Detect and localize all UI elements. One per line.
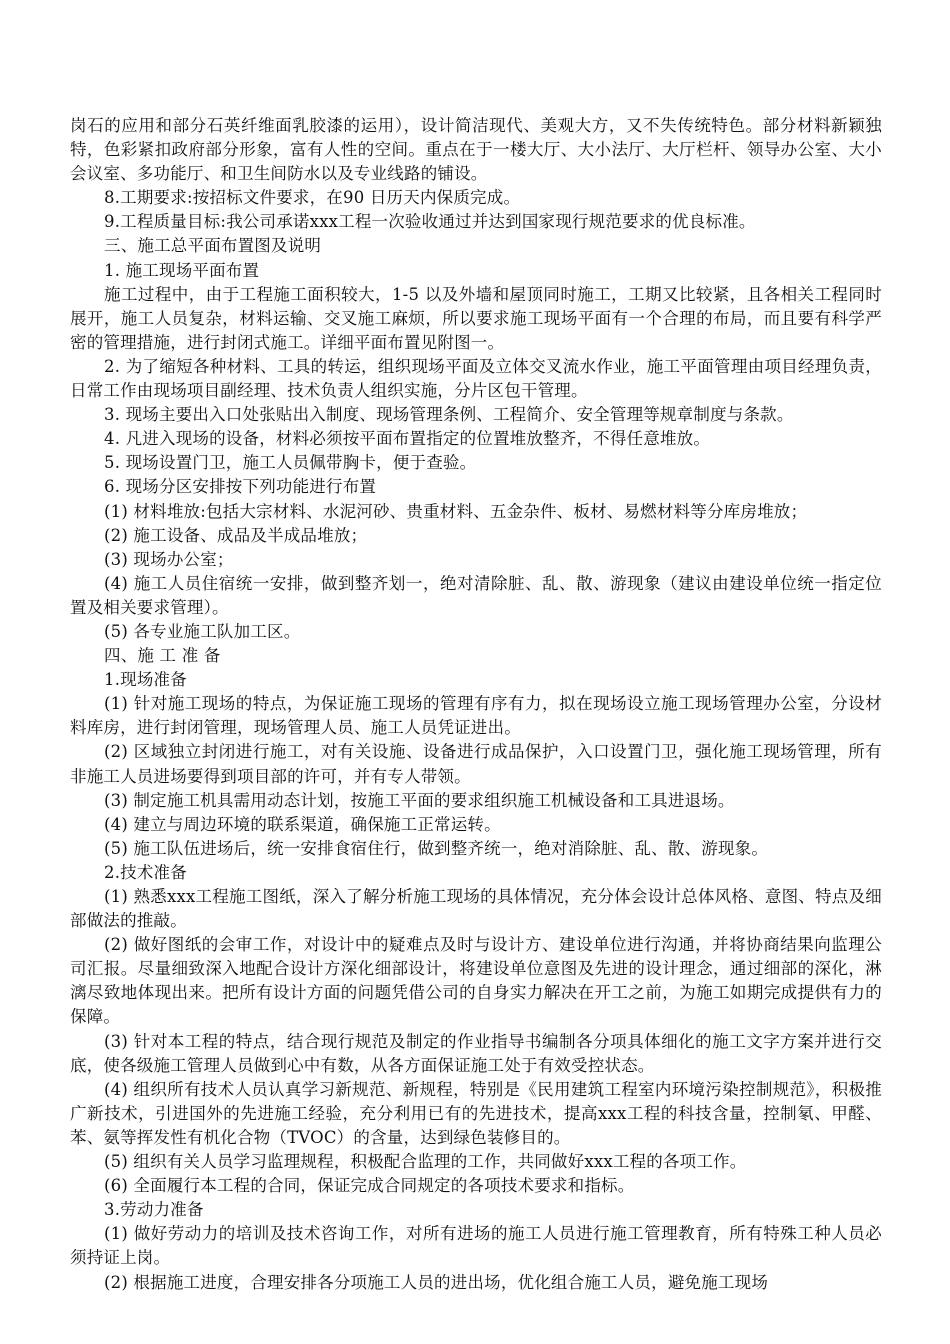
paragraph: (4) 建立与周边环境的联系渠道，确保施工正常运转。 [104, 814, 501, 834]
paragraph: (6) 全面履行本工程的合同，保证完成合同规定的各项技术要求和指标。 [104, 1176, 635, 1196]
paragraph: 3.劳动力准备 [104, 1200, 204, 1220]
paragraph: (5) 施工队伍进场后，统一安排食宿住行，做到整齐统一，绝对消除脏、乱、散、游现象。 [104, 838, 769, 858]
paragraph: 2.技术准备 [104, 862, 187, 882]
paragraph: (5) 各专业施工队加工区。 [104, 621, 301, 641]
paragraph: (1) 做好劳动力的培训及技术咨询工作，对所有进场的施工人员进行施工管理教育，所有特殊工种人员必须持证上岗。 [70, 1224, 882, 1268]
paragraph: (2) 根据施工进度，合理安排各分项施工人员的进出场，优化组合施工人员，避免施工现场 [104, 1272, 769, 1292]
paragraph: 四、施 工 准 备 [104, 646, 221, 666]
paragraph: 9.工程质量目标:我公司承诺xxx工程一次验收通过并达到国家现行规范要求的优良标准。 [104, 212, 756, 232]
document-body [70, 114, 882, 1295]
paragraph: 3. 现场主要出入口处张贴出入制度、现场管理条例、工程简介、安全管理等规章制度与条款。 [104, 405, 794, 425]
paragraph: 施工过程中，由于工程施工面积较大，1-5 以及外墙和屋顶同时施工，工期又比较紧，且各相关工程同时展开，施工人员复杂，材料运输、交叉施工麻烦，所以要求施工现场平面有一个合理的布局，而且要有科学严密的管理措施，进行封闭式施工。详细平面布置见附图一。 [70, 284, 882, 352]
paragraph: 4. 凡进入现场的设备，材料必须按平面布置指定的位置堆放整齐，不得任意堆放。 [104, 429, 711, 449]
paragraph: (3) 针对本工程的特点，结合现行规范及制定的作业指导书编制各分项具体细化的施工文字方案并进行交底，使各级施工管理人员做到心中有数，从各方面保证施工处于有效受控状态。 [70, 1031, 882, 1075]
paragraph: (4) 施工人员住宿统一安排，做到整齐划一，绝对清除脏、乱、散、游现象（建议由建设单位统一指定位置及相关要求管理）。 [70, 573, 882, 617]
paragraph: 5. 现场设置门卫，施工人员佩带胸卡，便于查验。 [104, 453, 477, 473]
paragraph: 8.工期要求:按招标文件要求，在90 日历天内保质完成。 [104, 188, 521, 208]
paragraph: 1. 施工现场平面布置 [104, 260, 260, 280]
paragraph: 6. 现场分区安排按下列功能进行布置 [104, 477, 377, 497]
paragraph: (5) 组织有关人员学习监理规程，积极配合监理的工作，共同做好xxx工程的各项工作。 [104, 1152, 747, 1172]
paragraph: (1) 针对施工现场的特点，为保证施工现场的管理有序有力，拟在现场设立施工现场管理办公室，分设材料库房，进行封闭管理，现场管理人员、施工人员凭证进出。 [70, 694, 882, 738]
paragraph: (3) 现场办公室； [104, 549, 234, 569]
paragraph: (2) 施工设备、成品及半成品堆放； [104, 525, 368, 545]
paragraph: 三、施工总平面布置图及说明 [104, 236, 322, 256]
paragraph: (2) 区域独立封闭进行施工，对有关设施、设备进行成品保护，入口设置门卫，强化施工现场管理，所有非施工人员进场要得到项目部的许可，并有专人带领。 [70, 742, 882, 786]
paragraph: 1.现场准备 [104, 670, 187, 690]
paragraph: (2) 做好图纸的会审工作，对设计中的疑难点及时与设计方、建设单位进行沟通，并将协商结果向监理公司汇报。尽量细致深入地配合设计方深化细部设计，将建设单位意图及先进的设计理念，通过细部的深化，淋漓尽致地体现出来。把所有设计方面的问题凭借公司的自身实力解决在开工之前，为施工如期完成提供有力的保障。 [70, 935, 882, 1027]
paragraph: (1) 材料堆放:包括大宗材料、水泥河砂、贵重材料、五金杂件、板材、易燃材料等分库房堆放； [104, 501, 808, 521]
paragraph: (4) 组织所有技术人员认真学习新规范、新规程，特别是《民用建筑工程室内环境污染控制规范》，积极推广新技术，引进国外的先进施工经验，充分利用已有的先进技术，提高xxx工程的科技含量，控制氡、甲醛、苯、氨等挥发性有机化合物（TVOC）的含量，达到绿色装修目的。 [70, 1079, 882, 1147]
paragraph: 岗石的应用和部分石英纤维面乳胶漆的运用），设计简洁现代、美观大方，又不失传统特色。部分材料新颖独特，色彩紧扣政府部分形象，富有人性的空间。重点在于一楼大厅、大小法厅、大厅栏杆、领导办公室、大小会议室、多功能厅、和卫生间防水以及专业线路的铺设。 [70, 116, 882, 184]
paragraph: (3) 制定施工机具需用动态计划，按施工平面的要求组织施工机械设备和工具进退场。 [104, 790, 735, 810]
paragraph: 2. 为了缩短各种材料、工具的转运，组织现场平面及立体交叉流水作业，施工平面管理由项目经理负责，日常工作由现场项目副经理、技术负责人组织实施，分片区包干管理。 [70, 356, 882, 401]
paragraph: (1) 熟悉xxx工程施工图纸，深入了解分析施工现场的具体情况，充分体会设计总体风格、意图、特点及细部做法的推敲。 [70, 887, 882, 931]
